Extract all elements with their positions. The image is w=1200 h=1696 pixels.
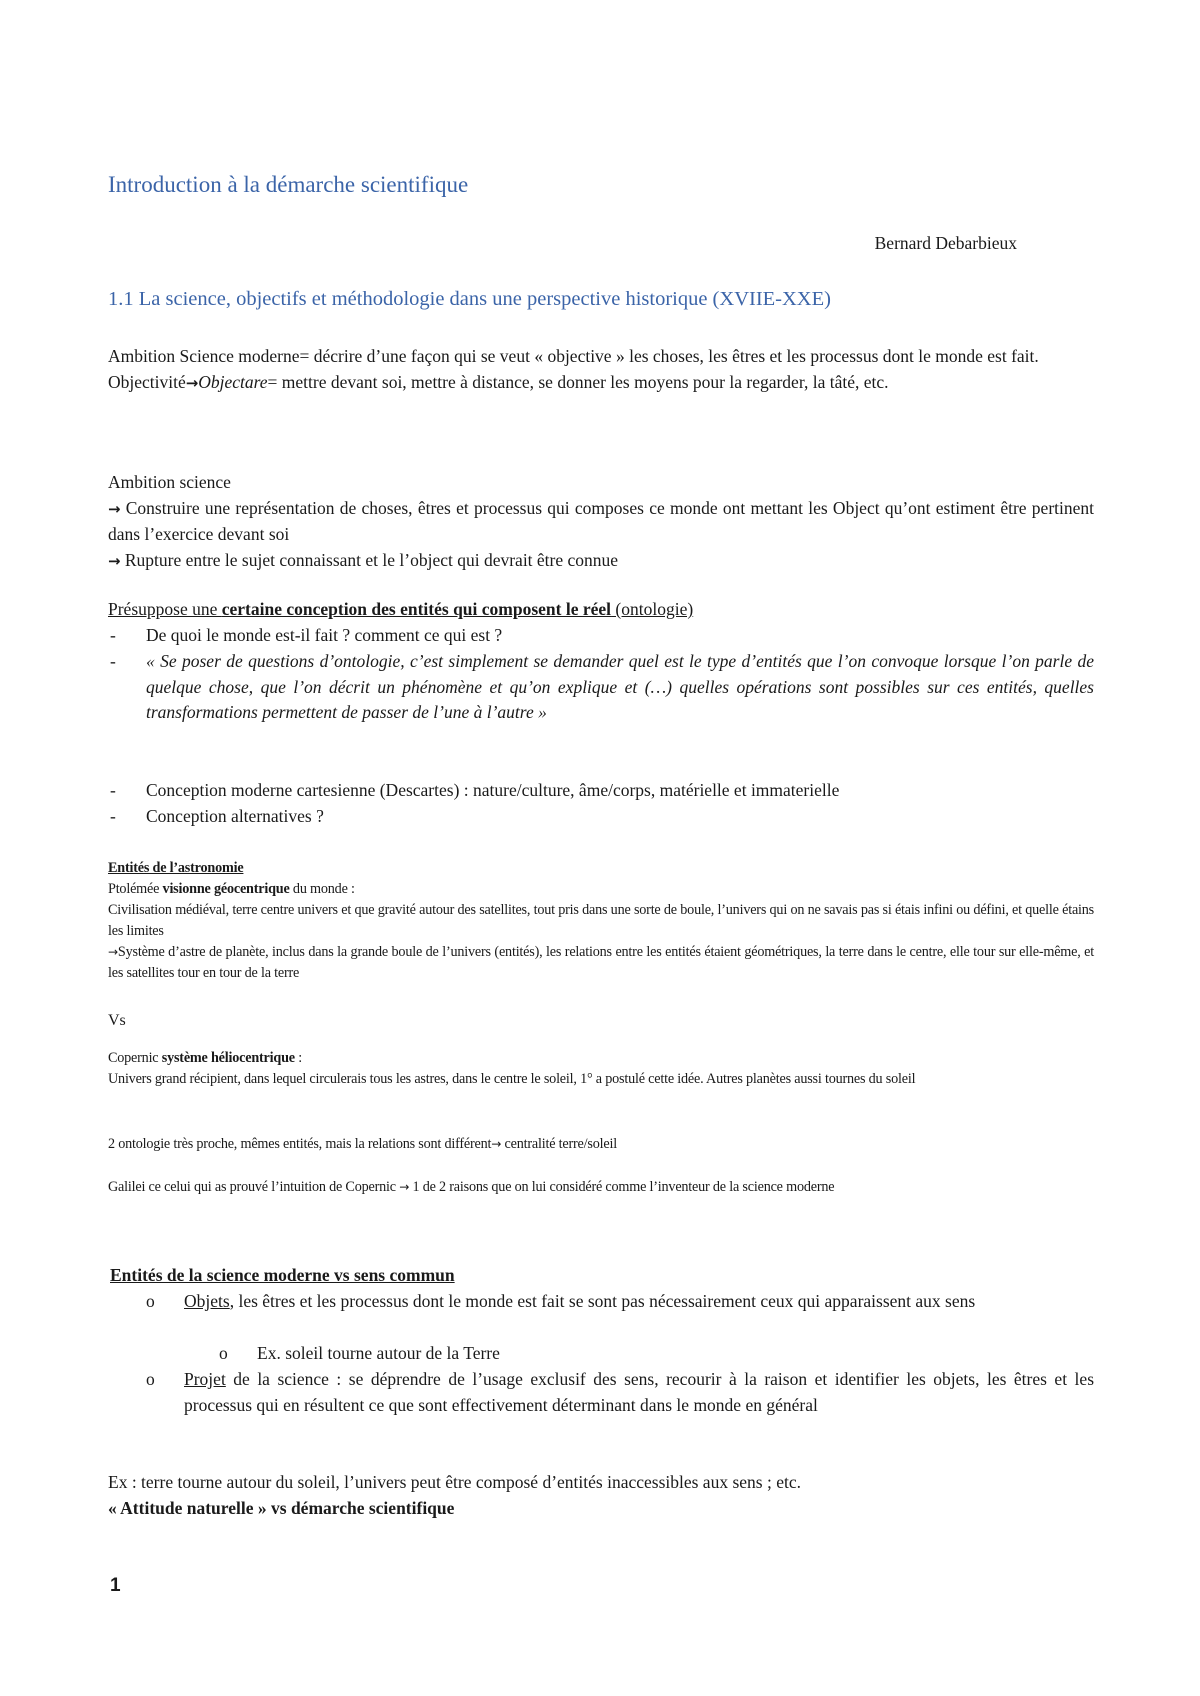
ontology-quote: « Se poser de questions d’ontologie, c’est simplement se demander quel est le type d’entités que l’on convoque lorsque l’on parle de quelque chose, que l’on décrit un phénomène et qu’on explique et (…) quelles opérations sont possibles sur ces entités, quelles transformations permettent de passer de l’une à l’autre » bbox=[146, 651, 1094, 722]
objectivite-line bbox=[108, 370, 1094, 397]
dash-marker: - bbox=[110, 780, 116, 800]
ptolemee-bold: visionne géocentrique bbox=[162, 881, 290, 897]
copernic-bold: système héliocentrique bbox=[161, 1050, 295, 1066]
ptolemee-line bbox=[108, 879, 1094, 900]
page-number: 1 bbox=[110, 1575, 121, 1596]
ontologie-line bbox=[108, 1134, 617, 1155]
arrow-icon: → bbox=[399, 1180, 410, 1194]
ambition-heading: Ambition science bbox=[108, 472, 231, 492]
univers-paragraph: Univers grand récipient, dans lequel circulerais tous les astres, dans le centre le soleil, 1° a postulé cette idée. Autres planètes aussi tournes du soleil bbox=[108, 1071, 916, 1087]
example-text: Ex. soleil tourne autour de la Terre bbox=[257, 1343, 500, 1363]
objets-label: Objets bbox=[184, 1291, 230, 1311]
presuppose-heading bbox=[108, 597, 1094, 623]
objectivite-definition: = mettre devant soi, mettre à distance, se donner les moyens pour la regarder, la tâté, etc. bbox=[267, 371, 889, 392]
objets-description: , les êtres et les processus dont le monde est fait se sont pas nécessairement ceux qui apparaissent aux sens bbox=[229, 1291, 976, 1311]
civilisation-paragraph: Civilisation médiéval, terre centre univers et que gravité autour des satellites, tout pris dans une sorte de boule, l’univers qui on ne savais pas si étais infini ou défini, et quelle étains les limites bbox=[108, 902, 1094, 939]
ambition-block bbox=[108, 470, 1094, 574]
ambition-item-text: Rupture entre le sujet connaissant et le l’object qui devrait être connue bbox=[124, 549, 619, 570]
arrow-icon: → bbox=[108, 551, 121, 570]
astronomie-heading: Entités de l’astronomie bbox=[108, 860, 244, 876]
ontologie-end: centralité terre/soleil bbox=[501, 1136, 617, 1152]
objectivite-label: Objectivité bbox=[108, 371, 186, 392]
astronomie-block bbox=[108, 858, 1094, 984]
projet-label: Projet bbox=[184, 1369, 226, 1389]
arrow-icon: → bbox=[491, 1137, 502, 1151]
bullet-marker: o bbox=[146, 1291, 155, 1311]
ptolemee-prefix: Ptolémée bbox=[108, 881, 163, 897]
copernic-suffix: : bbox=[294, 1050, 302, 1066]
list-item bbox=[108, 778, 1094, 804]
objectare-term: Objectare bbox=[198, 371, 268, 392]
galilei-line bbox=[108, 1177, 834, 1198]
projet-text bbox=[184, 1367, 1094, 1418]
dash-marker: - bbox=[110, 625, 116, 645]
sens-commun-heading: Entités de la science moderne vs sens commun bbox=[110, 1265, 455, 1285]
arrow-icon: → bbox=[108, 945, 118, 959]
copernic-block bbox=[108, 1048, 1094, 1090]
list-item bbox=[146, 1289, 1094, 1315]
ambition-item-text: Construire une représentation de choses, êtres et processus qui composes ce monde ont mettant les Object qu’ont estiment être pertinent dans l’exercice devant soi bbox=[108, 497, 1095, 544]
ambition-item bbox=[108, 496, 1094, 548]
intro-line: Ambition Science moderne= décrire d’une façon qui se veut « objective » les choses, les êtres et les processus dont le monde est fait. bbox=[108, 346, 1039, 366]
example-line: Ex : terre tourne autour du soleil, l’univers peut être composé d’entités inaccessibles aux sens ; etc. bbox=[108, 1472, 801, 1492]
author-name: Bernard Debarbieux bbox=[874, 233, 1017, 253]
presuppose-prefix: Présuppose une bbox=[108, 599, 222, 619]
attitude-heading: « Attitude naturelle » vs démarche scientifique bbox=[108, 1498, 455, 1518]
presuppose-suffix: (ontologie) bbox=[611, 599, 694, 619]
ontologie-text: 2 ontologie très proche, mêmes entités, mais la relations sont différent bbox=[108, 1136, 492, 1152]
dash-marker: - bbox=[110, 806, 116, 826]
copernic-prefix: Copernic bbox=[108, 1050, 162, 1066]
intro-paragraph bbox=[108, 344, 1094, 396]
galilei-end: 1 de 2 raisons que on lui considéré comme l’inventeur de la science moderne bbox=[409, 1179, 835, 1195]
section-heading: 1.1 La science, objectifs et méthodologie dans une perspective historique (XVIIE-XXE) bbox=[108, 288, 831, 310]
bullet-marker: o bbox=[219, 1343, 228, 1363]
list-item-text: Conception alternatives ? bbox=[146, 806, 324, 826]
list-item bbox=[108, 623, 1094, 649]
list-item-text: Conception moderne cartesienne (Descartes) : nature/culture, âme/corps, matérielle et immaterielle bbox=[146, 780, 840, 800]
dash-marker: - bbox=[110, 651, 116, 671]
bullet-marker: o bbox=[146, 1369, 155, 1389]
vs-label: Vs bbox=[108, 1012, 126, 1029]
ambition-item bbox=[108, 548, 1094, 575]
list-item-text: De quoi le monde est-il fait ? comment ce qui est ? bbox=[146, 625, 503, 645]
document-title: Introduction à la démarche scientifique bbox=[108, 172, 469, 197]
list-item bbox=[146, 1367, 1094, 1418]
list-item bbox=[108, 649, 1094, 726]
list-item bbox=[108, 804, 1094, 830]
projet-description: de la science : se déprendre de l’usage exclusif des sens, recourir à la raison et identifier les objets, les êtres et les processus qui en résultent ce que sont effectivement déterminant dans le monde en général bbox=[184, 1369, 1094, 1415]
arrow-icon: → bbox=[108, 499, 121, 518]
presuppose-bold: certaine conception des entités qui composent le réel bbox=[221, 599, 612, 619]
objets-text bbox=[184, 1289, 1094, 1315]
arrow-icon: → bbox=[185, 373, 199, 392]
systeme-text: Système d’astre de planète, inclus dans la grande boule de l’univers (entités), les relations entre les entités étaient géométriques, la terre dans le centre, elle tour sur elle-même, et les satellites tour en tour de la terre bbox=[108, 944, 1094, 981]
systeme-paragraph bbox=[108, 942, 1094, 984]
list-item bbox=[219, 1341, 719, 1367]
ptolemee-suffix: du monde : bbox=[289, 881, 355, 897]
copernic-line bbox=[108, 1048, 1094, 1069]
galilei-text: Galilei ce celui qui as prouvé l’intuition de Copernic bbox=[108, 1179, 400, 1195]
